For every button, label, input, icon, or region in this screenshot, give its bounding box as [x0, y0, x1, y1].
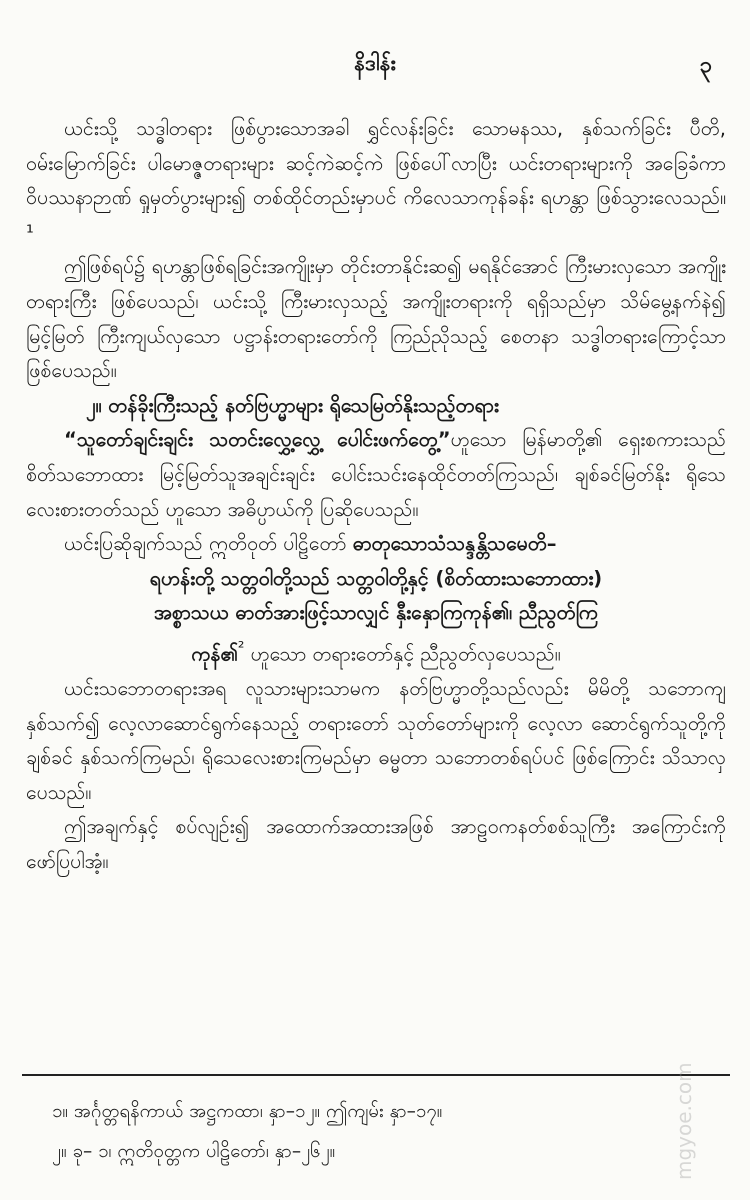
footnote-ref-2: ²: [237, 637, 245, 657]
footnotes: [52, 1092, 722, 1172]
paragraph-2: ဤဖြစ်ရပ်၌ ရဟန္တာဖြစ်ရခြင်းအကျိုးမှာ တိုင်းတာနိုင်းဆ၍ မရနိုင်အောင် ကြီးမားလှသော အကျိုးတရားကြီး ဖြစ်ပေသည်၊ ယင်းသို့ ကြီးမားလှသည့် အကျိုးတရားကို ရရှိသည်မှာ သိမ်မွေ့နက်နဲ၍ မြင့်မြတ် ကြီးကျယ်လှသော ပဋ္ဌာန်းတရားတော်ကို ကြည်ညိုသည့် စေတနာ သဒ္ဓါတရားကြောင့်သာ ဖြစ်ပေသည်။: [26, 255, 726, 383]
footnote-2: ၂။ ခု– ၁၊ ဣတိဝုတ္တက ပါဠိတော်၊ နှာ–၂၆၂။: [52, 1141, 336, 1162]
page-header: [0, 50, 750, 80]
paragraph-4: [26, 527, 726, 562]
paragraph-4-line-3: [26, 596, 726, 631]
pali-translation-line-2: ရဟန်းတို့ သတ္တဝါတို့သည် သတ္တဝါတို့နှင့် (စိတ်ထားသဘောထား): [149, 566, 603, 590]
running-head: နိဒါန်း: [354, 51, 396, 75]
pali-translation-line-3: အစ္စာသယ ဓာတ်အားဖြင့်သာလျှင် နှီးနှောကြကုန်၏၊ ညီညွတ်ကြ: [153, 601, 599, 625]
paragraph-1: ယင်းသို့ သဒ္ဓါတရား ဖြစ်ပွားသောအခါ ရွှင်လန်းခြင်း သောမနဿ, နှစ်သက်ခြင်း ပီတိ, ဝမ်းမြောက်ခြင်း ပါမောဇ္ဇတရားများ ဆင့်ကဲဆင့်ကဲ ဖြစ်ပေါ်လာပြီး ယင်းတရားများကို အခြေခံကာ ဝိပဿနာဉာဏ် ရှုမှတ်ပွားများ၍ တစ်ထိုင်တည်းမှာပင် ကိလေသာကုန်ခန်း ရဟန္တာ ဖြစ်သွားလေသည်။¹: [26, 117, 726, 244]
section-heading: ၂။ တန်ခိုးကြီးသည့် နတ်ဗြဟ္မာများ ရိုသေမြတ်နိုးသည့်တရား: [86, 393, 499, 417]
watermark: mgyoe.com: [672, 1062, 696, 1180]
paragraph-6: ဤအချက်နှင့် စပ်လျဉ်း၍ အထောက်အထားအဖြစ် အာဠဝကနတ်စစ်သူကြီး အကြောင်းကို ဖော်ပြပါအံ့။: [26, 815, 726, 873]
paragraph-4-bold: ဓာတုသောသံသန္ဒန္တိသမေတိ–: [352, 532, 557, 556]
paragraph-4-line-4: [26, 631, 726, 672]
quote-text: “သူတော်ချင်းချင်း သတင်းလွှေ့လွှေ့ ပေါင်းဖက်တွေ့”: [64, 428, 451, 452]
paragraph-5: ယင်းသဘောတရားအရ လူသားများသာမက နတ်ဗြဟ္မာတို့သည်လည်း မိမိတို့ သဘောကျနှစ်သက်၍ လေ့လာဆောင်ရွက်နေသည့် တရားတော် သုတ်တော်များကို လေ့လာ ဆောင်ရွက်သူတို့ကို ချစ်ခင် နှစ်သက်ကြမည်၊ ရိုသေလေးစားကြမည်မှာ ဓမ္မတာ သဘောတစ်ရပ်ပင် ဖြစ်ကြောင်း သိသာလှပေသည်။: [26, 677, 726, 804]
body-text: [26, 112, 726, 880]
footnote-rule: [22, 1074, 730, 1076]
paragraph-3: [26, 423, 726, 527]
paragraph-4-start: ယင်းပြဆိုချက်သည် ဣတိဝုတ် ပါဠိတော်: [64, 532, 353, 556]
footnote-1: ၁။ အင်္ဂုတ္တရနိကာယ် အဋ္ဌကထာ၊ နှာ–၁၂။ ဤကျမ်း နှာ–၁၇။: [52, 1101, 443, 1122]
paragraph-4-end: ဟူသော တရားတော်နှင့် ညီညွတ်လှပေသည်။: [244, 642, 561, 666]
paragraph-4-line-2: [26, 562, 726, 597]
page-number: ၃: [699, 53, 712, 78]
paragraph-3-rest: ဟူသော မြန်မာတို့၏ ရှေးစကားသည် စိတ်သဘောထား မြင့်မြတ်သူအချင်းချင်း ပေါင်းသင်းနေထိုင်တတ်ကြသည်၊ ချစ်ခင်မြတ်နိုး ရိုသေ လေးစားတတ်သည် ဟူသော အဓိပ္ပာယ်ကို ပြဆိုပေသည်။: [26, 428, 726, 521]
pali-translation-line-4: ကုန်၏: [191, 642, 238, 666]
